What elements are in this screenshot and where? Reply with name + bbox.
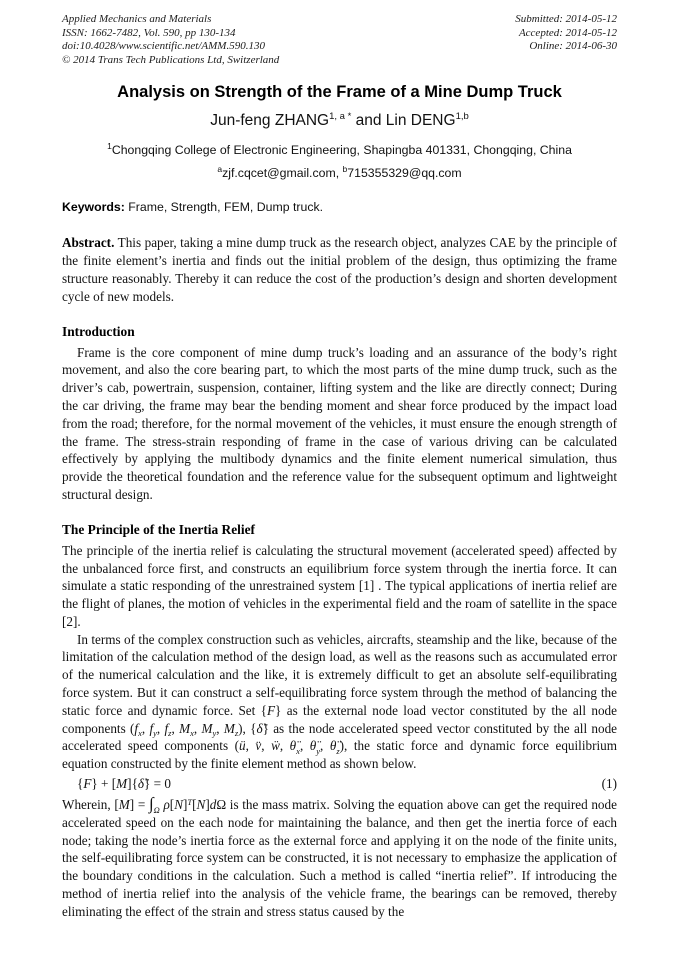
authors-joiner: and <box>351 112 386 130</box>
abstract-label: Abstract. <box>62 235 115 251</box>
keywords-text: Frame, Strength, FEM, Dump truck. <box>128 200 324 215</box>
header <box>62 13 617 67</box>
abstract-text: This paper, taking a mine dump truck as the research object, analyzes CAE by the principle of the finite element’s inertia and finds out the initial problem of the design, thus optimizing the frame structure reasonably. Thereby it can reduce the cost of the production’s design and shorten development cycle of new models. <box>62 235 618 304</box>
keywords-label: Keywords: <box>62 200 125 215</box>
affiliation-text: Chongqing College of Electronic Engineering, Shapingba 401331, Chongqing, China <box>111 143 572 158</box>
introduction-paragraph: Frame is the core component of mine dump truck’s loading and an assurance of the body’s right movement, and also the core bearing part, to which the most parts of the mine dump truck, such as the driver’s cab, powertrain, suspension, container, lifting system and the like are directly connect; During the car driving, the frame may bear the bending moment and shear force produced by the impact load from the road; therefore, for the normal movement of the vehicles, it must ensure the enough strength of the frame. The stress-strain responding of frame in the case of various driving can be calculated effectively by applying the multibody dynamics and the finite element numerical simulation, thus provide the theoretical foundation and the reference value for the subsequent optimum and lightweight structural design. <box>62 344 617 502</box>
author-2-sup: 1,b <box>455 111 469 122</box>
submitted-line: Submitted: 2014-05-12 <box>515 13 617 25</box>
issn-line: ISSN: 1662-7482, Vol. 590, pp 130-134 <box>62 26 236 39</box>
keywords-line <box>62 200 617 215</box>
doi-line: doi:10.4028/www.scientific.net/AMM.590.130 <box>62 40 265 52</box>
affiliation-line <box>62 141 617 157</box>
wherein-paragraph: Wherein, $[M] = \int_\Omega$ $\rho[N]^T[N]d\Omega$ is the mass matrix. Solving the equation above can get the required node accelerated speed on the each node for maintaining the balance, and then get the inertia force of each node; taking the node’s inertia force as the external force and applying it on the node of the finite units, the self-equilibrating force system can be constructed, it is not necessary to emphasize the application of the boundary conditions in the calculation. Such a method is called “inertia relief”. If introducing the method of inertia relief into the analysis of the vehicle frame, the bearings can be removed, thereby eliminating the effect of the strain and stress status caused by the <box>62 794 617 919</box>
author-1-sup: 1, a * <box>329 111 352 122</box>
header-left <box>62 13 279 67</box>
authors-line <box>62 111 617 130</box>
abstract-paragraph <box>62 234 617 305</box>
online-line: Online: 2014-06-30 <box>529 40 617 52</box>
section-heading-introduction: Introduction <box>62 323 135 339</box>
email-b: 715355329@qq.com <box>347 166 462 181</box>
journal-title: Applied Mechanics and Materials <box>62 13 212 25</box>
equation-1-number: (1) <box>601 776 617 792</box>
principle-paragraph-1: The principle of the inertia relief is calculating the structural movement (accelerated speed) affected by the unbalanced force first, and constructs an equilibrium force system through the inertia force. It can simulate a static responding of the unrestrained system [1] . The typical applications of inertia relief are the flight of planes, the motion of vehicles in the experimental field and the roam of satellite in the space [2]. <box>62 542 617 629</box>
author-1-name: Jun-feng ZHANG <box>210 112 330 130</box>
copyright-line: © 2014 Trans Tech Publications Ltd, Switzerland <box>62 53 280 66</box>
section-heading-principle: The Principle of the Inertia Relief <box>62 521 256 537</box>
email-b-sup: b <box>342 164 348 175</box>
affiliation-sup: 1 <box>107 141 112 152</box>
email-a: zjf.cqcet@gmail.com, <box>222 166 340 181</box>
emails-line <box>62 164 617 180</box>
principle-paragraph-2: In terms of the complex construction such as vehicles, aircrafts, steamship and the like, because of the limitation of the calculation method of the design load, as well as the reasons such as accumulated error of the numerical calculation and the like, it is extremely difficult to get an absolute self-equilibrating force system. But it can construct a self-equilibrating force system through the method of balancing the static force and dynamic force. Set {F} as the external node load vector constituted by the all node components ($f_x$, $f_y$, $f_z$, $M_x$, $M_y$, $M_z$), {δ̈} as the node accelerated speed vector constituted by the all node accelerated speed components (ü, v̈, ẅ, $\thetä_x$, $\thetä_y$, $\thetä_z$), the static force and dynamic force equilibrium equation constructed by the finite element method as shown below. <box>62 631 618 772</box>
accepted-line: Accepted: 2014-05-12 <box>518 26 617 39</box>
paper-title: Analysis on Strength of the Frame of a Mine Dump Truck <box>117 83 562 101</box>
author-2-name: Lin DENG <box>385 112 456 130</box>
equation-1-math: {F} + [M]{δ̈} = 0 <box>77 776 172 792</box>
email-a-sup: a <box>217 164 223 175</box>
header-right <box>515 13 617 67</box>
equation-1 <box>62 776 617 792</box>
